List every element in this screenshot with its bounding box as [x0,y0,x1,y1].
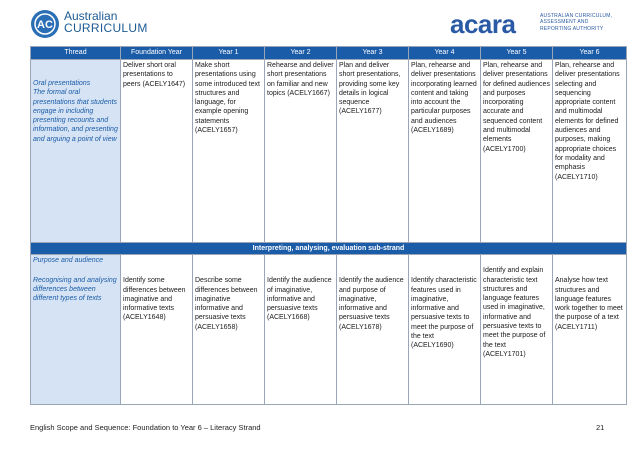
column-header: Year 1 [193,47,265,60]
acara-subtitle-line: ASSESSMENT AND [540,19,589,26]
column-header: Thread [31,47,121,60]
table-cell: Plan and deliver short presentations, providing some key details in logical sequence (ACELY1677) [337,60,409,243]
table-cell: Plan, rehearse and deliver presentations incorporating learned content and taking into account the particular purposes and audiences (ACELY1689) [409,60,481,243]
ac-wordmark-line2: CURRICULUM [64,21,148,35]
footer-document-title: English Scope and Sequence: Foundation to Year 6 – Literacy Strand [30,423,261,432]
substrand-banner-row [31,243,627,255]
page-number: 21 [596,423,605,432]
thread-group-label: Purpose and audience [33,257,104,265]
acara-subtitle [540,13,630,32]
table-cell: Plan, rehearse and deliver presentations for defined audiences and purposes incorporating accurate and sequenced content and multimodal elements (ACELY1700) [481,60,553,243]
cell-text: Identify characteristic features used in imaginative, informative and persuasive texts to meet the purpose of the text (ACELY1690) [411,277,477,350]
thread-cell [31,60,121,243]
table-cell [193,255,265,405]
column-header: Year 4 [409,47,481,60]
cell-text: Identify the audience of imaginative, informative and persuasive texts (ACELY1668) [267,277,332,322]
scope-sequence-table [30,46,627,405]
column-header: Year 6 [553,47,627,60]
ac-wordmark-line1: Australian [64,9,118,23]
page-header [0,0,638,44]
table-cell: Make short presentations using some introduced text structures and language, for example opening statements (ACELY1657) [193,60,265,243]
table-header-row [31,47,627,60]
australian-curriculum-logo-icon [30,9,60,39]
table-cell [265,255,337,405]
column-header: Year 3 [337,47,409,60]
cell-text: Analyse how text structures and language features work together to meet the purpose of a text (ACELY1711) [555,277,623,331]
svg-text:AC: AC [37,19,53,31]
thread-description: The formal oral presentations that students engage in including presenting recounts and information, and presenting and arguing a point of view [33,89,118,143]
substrand-banner: Interpreting, analysing, evaluation sub-strand [31,243,627,255]
thread-cell [31,255,121,405]
table-row [31,60,627,243]
thread-title: Oral presentations [33,80,91,87]
cell-text: Identify some differences between imaginative and informative texts (ACELY1648) [123,277,186,322]
thread-description: Recognising and analysing differences between different types of texts [33,276,117,303]
table-cell: Deliver short oral presentations to peers (ACELY1647) [121,60,193,243]
column-header: Year 5 [481,47,553,60]
table-cell [553,255,627,405]
table-cell [481,255,553,405]
australian-curriculum-wordmark [64,10,148,34]
acara-subtitle-line: AUSTRALIAN CURRICULUM, [540,13,613,19]
column-header: Year 2 [265,47,337,60]
acara-subtitle-line: REPORTING AUTHORITY [540,25,604,32]
acara-logo: acara [450,9,516,39]
table-row [31,255,627,405]
cell-text: Describe some differences between imaginative informative and persuasive texts (ACELY1658) [195,277,258,331]
table-cell [409,255,481,405]
cell-text: Identify and explain characteristic text structures and language features used in imaginative, informative and persuasive texts to meet the purpose of the text (ACELY1701) [483,267,546,358]
column-header: Foundation Year [121,47,193,60]
table-cell: Plan, rehearse and deliver presentations selecting and sequencing appropriate content and multimodal elements for defined audiences and purposes, making appropriate choices for modality and emphasis (ACELY1710) [553,60,627,243]
cell-text: Identify the audience and purpose of imaginative, informative and persuasive texts (ACELY1678) [339,277,404,331]
table-cell [337,255,409,405]
table-cell: Rehearse and deliver short presentations on familiar and new topics (ACELY1667) [265,60,337,243]
table-cell [121,255,193,405]
